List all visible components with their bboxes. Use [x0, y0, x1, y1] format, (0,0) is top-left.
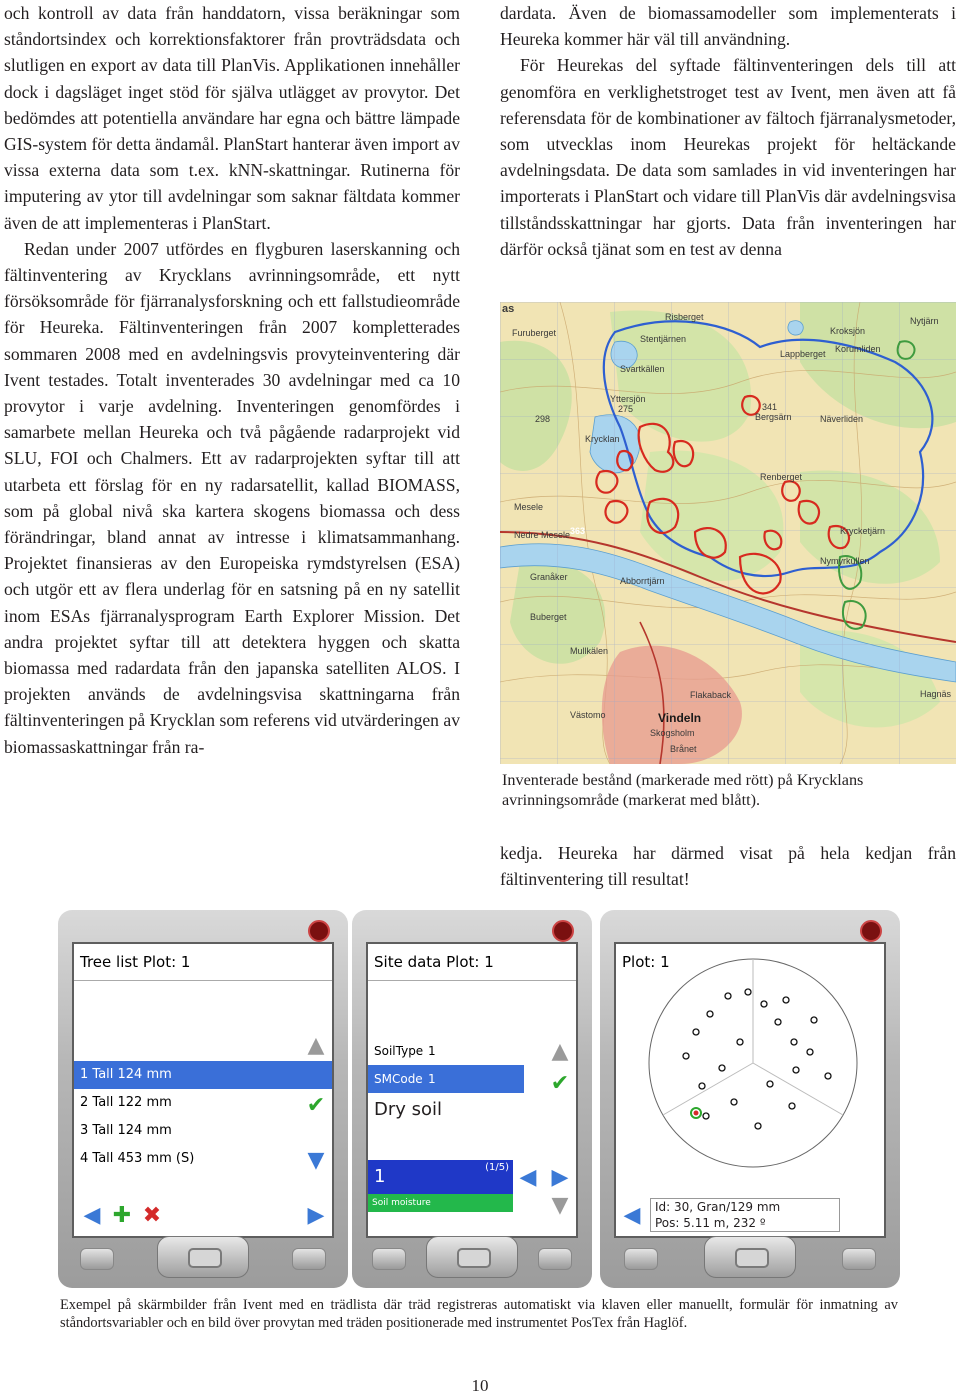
- map-label: Mullkälen: [570, 646, 609, 656]
- plot-circle: [646, 956, 860, 1170]
- map-label: Stentjärnen: [640, 334, 687, 344]
- back-arrow-icon[interactable]: ◀: [623, 1203, 641, 1228]
- soft-key-right[interactable]: [292, 1248, 326, 1270]
- soft-key-left[interactable]: [80, 1248, 114, 1270]
- soft-key-left[interactable]: [372, 1248, 406, 1270]
- map-label: Bergsärn: [755, 412, 792, 422]
- map-label: 298: [535, 414, 551, 424]
- map-label: Brånet: [670, 744, 697, 754]
- map-label: Mesele: [514, 502, 544, 512]
- power-button[interactable]: [552, 920, 574, 942]
- form-row-soiltype[interactable]: [368, 1037, 576, 1065]
- map-label: Flakaback: [690, 690, 732, 700]
- body-paragraph: och kontroll av data från handdatorn, vissa beräkningar som ståndortsindex och korrektionsfaktorer från provträdsdata och slutligen en export av data till PlanVis. Applikationen innehåller dock i dagsläget inget stöd för själva utlägget av provytor. Det bedömdes att potentiella användare har egna och bättre lämpade GIS-system för detta ändamål. PlanStart hanterar även import av vissa externa data som t.ex. kNN-skattningar. Rutinerna för imputering av ytor till avdelningar som saknar fältdata kommer även de att implementeras i PlanStart.: [4, 3, 460, 233]
- map-label: Nymyrkullen: [820, 556, 870, 566]
- screen-title: Site data Plot: 1: [368, 944, 576, 981]
- field-label: SMCode: [374, 1072, 423, 1086]
- body-paragraph: kedja. Heureka har därmed visat på hela kedjan från fältinventering till resultat!: [500, 843, 956, 890]
- soil-moisture-bar: Soil moisture: [368, 1194, 513, 1212]
- map-label: Krycketjärn: [840, 526, 886, 536]
- form-row-smcode[interactable]: [368, 1065, 524, 1093]
- map-caption: Inventerade bestånd (markerade med rött) på Krycklans avrinningsområde (markerat med blått).: [502, 771, 864, 809]
- map-label: Västomo: [570, 710, 606, 720]
- map-label: Hagnäs: [920, 689, 952, 699]
- map-label: Skogsholm: [650, 728, 695, 738]
- down-arrow-icon[interactable]: ▼: [307, 1148, 325, 1173]
- map-label: Kroksjön: [830, 326, 866, 336]
- soft-key-right[interactable]: [842, 1248, 876, 1270]
- site-data-screen: [366, 942, 578, 1238]
- map-label: Näverliden: [820, 414, 864, 424]
- right-text-column-top: [500, 0, 956, 262]
- map-label: Risberget: [665, 312, 704, 322]
- plot-screen: [614, 942, 886, 1238]
- page-number: 10: [471, 1376, 489, 1395]
- field-value: 1: [428, 1072, 436, 1086]
- add-icon[interactable]: ✚: [112, 1203, 132, 1228]
- power-button[interactable]: [860, 920, 882, 942]
- forward-arrow-icon[interactable]: ▶: [307, 1203, 325, 1228]
- navigation-pad[interactable]: [704, 1236, 796, 1278]
- map-label: Nytjärn: [910, 316, 939, 326]
- up-arrow-icon[interactable]: ▲: [307, 1033, 325, 1058]
- map-label: Lappberget: [780, 349, 826, 359]
- tree-row[interactable]: 1 Tall 124 mm: [74, 1061, 332, 1089]
- body-paragraph: Redan under 2007 utfördes en flygburen laserskanning och fältinventering av Krycklans avrinningsområde, ett nytt försöksområde för fjärranalysforskning och ett fallstudieområde för Heureka. Fältinventeringen från 2007 kompletterades sommaren 2008 med en avdelningsvis provyteinventering där Ivent testades. Totalt inventerades 30 avdelningar med ca 10 provytor i varje avdelning. Inventeringen genomfördes i samarbete mellan Heureka och två pågående radarprojekt vid SLU, FOI och Chalmers. Ett av radarprojekten syftar till att utarbeta ett förslag för en ny radarsatellit, kallad BIOMASS, som på global nivå ska kartera skogens biomassa och dess förändringar, bland annat av intresse i klimatsammanhang. Projektet finansieras av den Europeiska rymdstyrelsen (ESA) och utgör ett av flera underlag för en satsning på en ny satellit inom ESAs fjärranalysprogram Earth Explorer Mission. Det andra projektet syftar till att detektera hyggen och skatta biomassa med radardata från den japanska satelliten ALOS. I projekten används de avdelningsvisa skattningarna från fältinventeringen på Krycklan som referens vid utvärderingen av biomassaskattningar från ra-: [4, 238, 460, 757]
- map-label: Yttersjön: [610, 394, 646, 404]
- map-label: 341: [762, 402, 778, 412]
- left-text-column: [4, 0, 460, 760]
- map-label: Renberget: [760, 472, 803, 482]
- power-button[interactable]: [308, 920, 330, 942]
- forward-arrow-icon[interactable]: ▶: [551, 1165, 569, 1190]
- delete-icon[interactable]: ✖: [142, 1203, 162, 1228]
- tree-info-box: [650, 1198, 840, 1232]
- right-text-column-bottom: [500, 840, 956, 892]
- field-value: 1: [428, 1044, 436, 1058]
- map-label: Korumliden: [835, 344, 881, 354]
- map-label: as: [502, 303, 515, 315]
- screen-title: Plot: 1: [622, 953, 670, 971]
- screens-caption: Exempel på skärmbilder från Ivent med en trädlista där träd registreras automatiskt via klaven eller manuellt, formulär för inmatning av ståndortsvariabler och en bild över provytan med träden positionerade med instrumentet PosTex från Haglöf.: [60, 1297, 898, 1331]
- map-label: Granåker: [530, 572, 568, 582]
- map-label: Svartkällen: [620, 364, 665, 374]
- map-label: Furuberget: [512, 328, 557, 338]
- value-input[interactable]: [368, 1160, 513, 1212]
- tree-position: Pos: 5.11 m, 232 º: [655, 1216, 766, 1230]
- down-arrow-icon[interactable]: ▼: [551, 1193, 569, 1218]
- page-counter: (1/5): [485, 1162, 509, 1173]
- map-label: Nedre Mesele: [514, 530, 571, 540]
- soft-key-right[interactable]: [538, 1248, 572, 1270]
- check-icon[interactable]: ✔: [550, 1071, 570, 1096]
- field-label: SoilType: [374, 1044, 424, 1058]
- map-label: Abborrtjärn: [620, 576, 665, 586]
- map-label: Krycklan: [585, 434, 620, 444]
- tree-row[interactable]: 2 Tall 122 mm: [80, 1095, 172, 1110]
- navigation-pad[interactable]: [426, 1236, 518, 1278]
- krycklan-map: [500, 302, 956, 764]
- pda-site-data: [352, 910, 592, 1288]
- body-paragraph: dardata. Även de biomassamodeller som implementerats i Heureka kommer här väl till användning.: [500, 3, 956, 50]
- pda-plot-view: [600, 910, 900, 1288]
- navigation-pad[interactable]: [157, 1236, 249, 1278]
- back-arrow-icon[interactable]: ◀: [83, 1203, 101, 1228]
- up-arrow-icon[interactable]: ▲: [551, 1039, 569, 1064]
- map-label: 363: [570, 526, 586, 536]
- screen-title: Tree list Plot: 1: [74, 944, 332, 981]
- back-arrow-icon[interactable]: ◀: [519, 1165, 537, 1190]
- tree-row[interactable]: 4 Tall 453 mm (S): [80, 1151, 195, 1166]
- map-label: Vindeln: [658, 711, 702, 725]
- description-text: Dry soil: [374, 1099, 443, 1120]
- input-value: 1: [374, 1166, 386, 1187]
- map-label: Buberget: [530, 612, 567, 622]
- map-label: 275: [618, 404, 634, 414]
- pda-tree-list: [58, 910, 348, 1288]
- tree-id: Id: 30, Gran/129 mm: [655, 1200, 781, 1214]
- body-paragraph: För Heurekas del syftade fältinventeringen dels till att genomföra en verklighetstroget test av Ivent, men även att få referensdata för de kombinationer av fältoch fjärranalysmetoder, som utvecklas inom Heurekas projekt för heltäckande avdelningsdata. De data som samlades in vid inventeringen har importerats i PlanStart och vidare till PlanVis där avdelningsvisa tillståndsskattningar har gjorts. Data från inventeringen har därför också tjänat som en test av denna: [500, 55, 956, 259]
- check-icon[interactable]: ✔: [306, 1093, 326, 1118]
- tree-row[interactable]: 3 Tall 124 mm: [80, 1123, 172, 1138]
- tree-list-screen: [72, 942, 334, 1238]
- soft-key-left[interactable]: [624, 1248, 658, 1270]
